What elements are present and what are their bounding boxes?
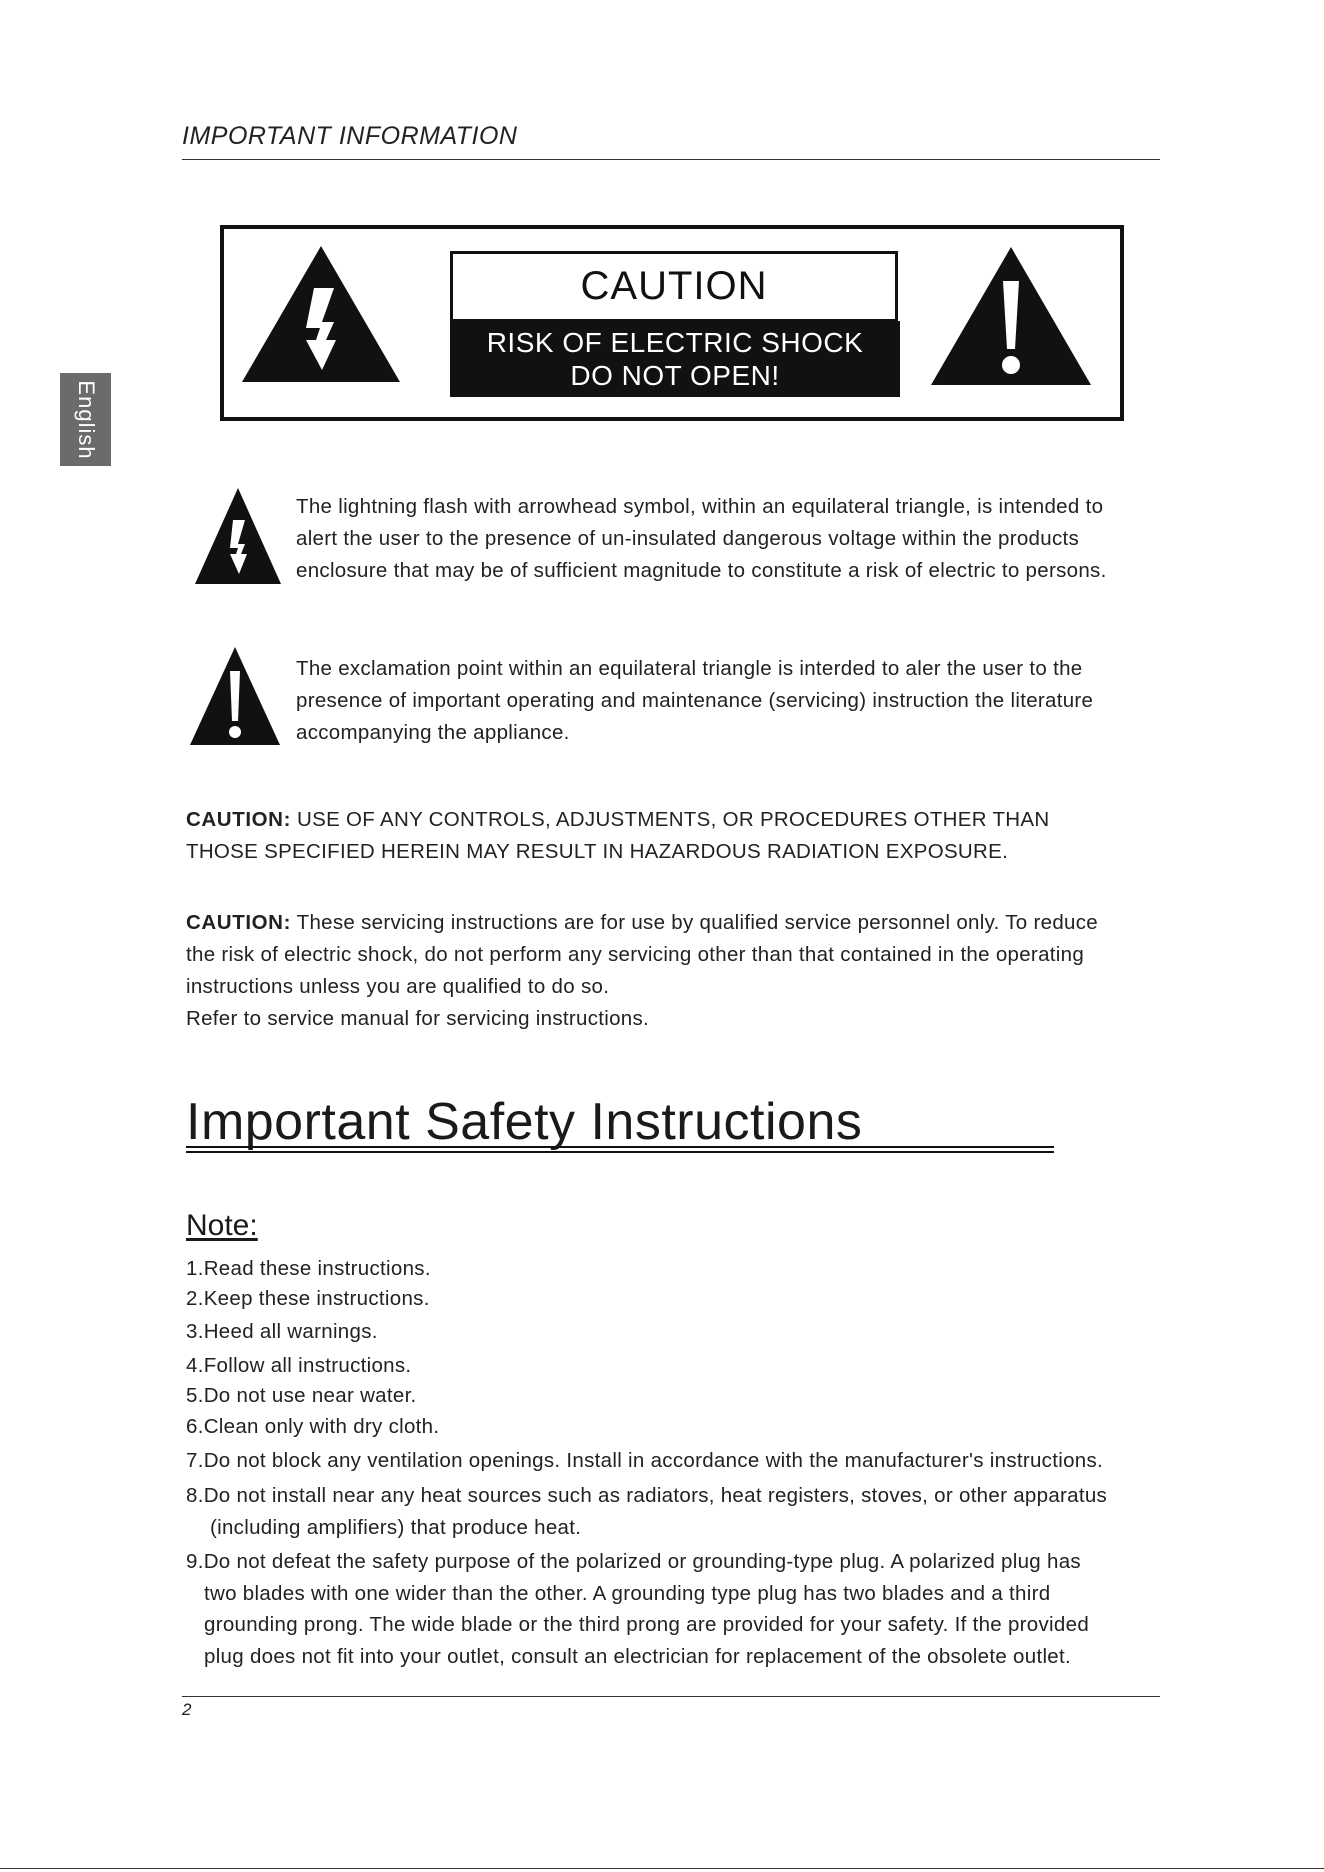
- exclamation-triangle-icon: [188, 645, 282, 747]
- caution-label: CAUTION: [450, 251, 898, 322]
- text-line: [186, 804, 1176, 836]
- page-header-title: IMPORTANT INFORMATION: [182, 122, 518, 150]
- text-line: THOSE SPECIFIED HEREIN MAY RESULT IN HAZARDOUS RADIATION EXPOSURE.: [186, 840, 1009, 863]
- note-heading: Note:: [186, 1209, 258, 1242]
- header-divider: [182, 159, 1160, 160]
- exclamation-symbol-description: [296, 653, 1176, 749]
- list-item: [186, 1480, 1186, 1543]
- text-line: two blades with one wider than the other. A grounding type plug has two blades and a third: [204, 1581, 1051, 1605]
- text-line: 8.Do not install near any heat sources such as radiators, heat registers, stoves, or other apparatus: [186, 1484, 1108, 1507]
- caution-servicing-paragraph: [186, 907, 1176, 1035]
- lightning-triangle-icon: [240, 244, 402, 384]
- text-line: The lightning flash with arrowhead symbol, within an equilateral triangle, is intended to: [296, 495, 1104, 518]
- list-item: 3.Heed all warnings.: [186, 1320, 378, 1343]
- text-line: enclosure that may be of sufficient magnitude to constitute a risk of electric to persons.: [296, 559, 1107, 582]
- text-line: presence of important operating and maintenance (servicing) instruction the literature: [296, 689, 1094, 712]
- lightning-triangle-icon: [193, 486, 283, 586]
- text-line: alert the user to the presence of un-insulated dangerous voltage within the products: [296, 527, 1080, 550]
- page-number: 2: [182, 1700, 192, 1719]
- section-title-rule: [186, 1151, 1054, 1153]
- caution-label-bold: CAUTION:: [186, 911, 292, 934]
- section-title-rule: [186, 1146, 1054, 1148]
- text-line: the risk of electric shock, do not perform any servicing other than that contained in the operating: [186, 943, 1085, 966]
- text-line: (including amplifiers) that produce heat.: [210, 1515, 582, 1539]
- language-tab-label: English: [73, 379, 99, 460]
- list-item: 1.Read these instructions.: [186, 1257, 431, 1280]
- text-line: plug does not fit into your outlet, consult an electrician for replacement of the obsolete outlet.: [204, 1644, 1071, 1668]
- language-tab: [60, 373, 111, 466]
- text-line: instructions unless you are qualified to do so.: [186, 975, 610, 998]
- text-span: USE OF ANY CONTROLS, ADJUSTMENTS, OR PROCEDURES OTHER THAN: [291, 808, 1050, 831]
- lightning-symbol-description: [296, 491, 1176, 587]
- text-line: accompanying the appliance.: [296, 721, 570, 744]
- shock-warning-banner: [450, 321, 900, 397]
- footer-divider: [182, 1696, 1160, 1697]
- caution-label-bold: CAUTION:: [186, 808, 292, 831]
- caution-radiation-paragraph: [186, 804, 1176, 868]
- text-line: 9.Do not defeat the safety purpose of the polarized or grounding-type plug. A polarized plug has: [186, 1550, 1081, 1573]
- text-line: Refer to service manual for servicing instructions.: [186, 1007, 650, 1030]
- page-bottom-edge: [0, 1868, 1324, 1869]
- text-line: The exclamation point within an equilateral triangle is interded to aler the user to the: [296, 657, 1083, 680]
- text-line: [186, 907, 1176, 939]
- list-item: 6.Clean only with dry cloth.: [186, 1415, 440, 1438]
- list-item: 2.Keep these instructions.: [186, 1287, 430, 1310]
- text-line: grounding prong. The wide blade or the third prong are provided for your safety. If the provided: [204, 1613, 1090, 1636]
- do-not-open-line: DO NOT OPEN!: [570, 360, 780, 391]
- text-span: These servicing instructions are for use by qualified service personnel only. To reduce: [291, 911, 1098, 934]
- list-item: 7.Do not block any ventilation openings. Install in accordance with the manufacturer's instructions.: [186, 1449, 1104, 1472]
- list-item: 5.Do not use near water.: [186, 1384, 417, 1407]
- shock-warning-line: RISK OF ELECTRIC SHOCK: [486, 327, 864, 358]
- section-title: Important Safety Instructions: [186, 1093, 863, 1151]
- exclamation-triangle-icon: [929, 245, 1093, 387]
- list-item: [186, 1546, 1186, 1672]
- list-item: 4.Follow all instructions.: [186, 1354, 412, 1377]
